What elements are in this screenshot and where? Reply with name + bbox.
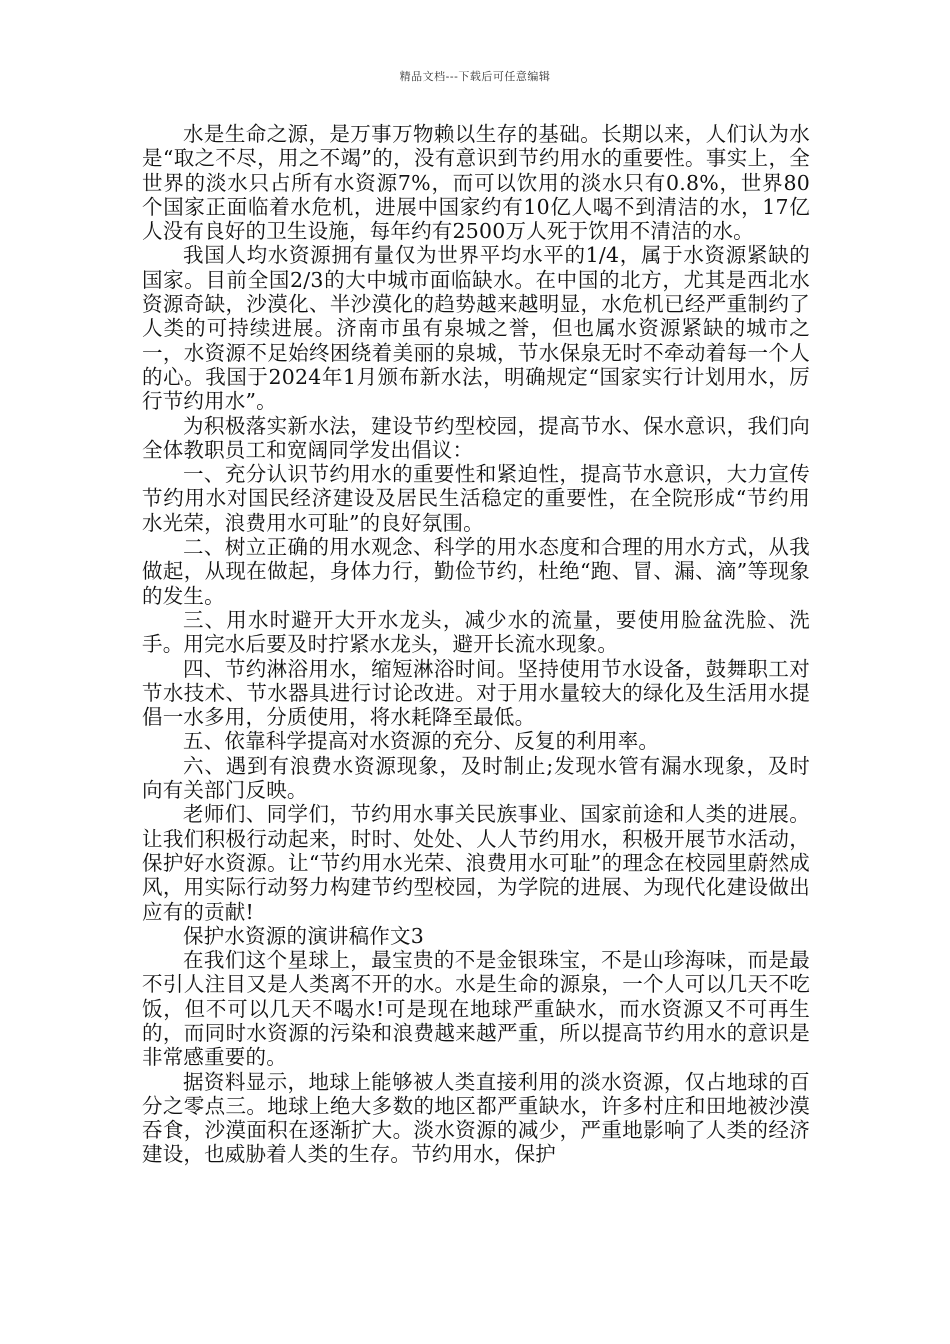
paragraph-4: 一、充分认识节约用水的重要性和紧迫性，提高节水意识，大力宣传节约用水对国民经济建设及居民生活稳定的重要性，在全院形成“节约用水光荣，浪费用水可耻”的良好氛围。: [142, 462, 810, 535]
paragraph-5: 二、树立正确的用水观念、科学的用水态度和合理的用水方式，从我做起，从现在做起，身体力行，勤俭节约，杜绝“跑、冒、漏、滴”等现象的发生。: [142, 535, 810, 608]
paragraph-1: 水是生命之源，是万事万物赖以生存的基础。长期以来，人们认为水是“取之不尽，用之不竭”的，没有意识到节约用水的重要性。事实上，全世界的淡水只占所有水资源7%，而可以饮用的淡水只有0.8%，世界80个国家正面临着水危机，进展中国家约有10亿人喝不到清洁的水，17亿人没有良好的卫生设施，每年约有2500万人死于饮用不清洁的水。: [142, 122, 810, 244]
section-title: 保护水资源的演讲稿作文3: [183, 923, 424, 948]
page-header: 精品文档---下载后可任意编辑: [399, 70, 551, 83]
paragraph-12: 据资料显示，地球上能够被人类直接利用的淡水资源，仅占地球的百分之零点三。地球上绝大多数的地区都严重缺水，许多村庄和田地被沙漠吞食，沙漠面积在逐渐扩大。淡水资源的减少，严重地影响了人类的经济建设，也威胁着人类的生存。节约用水，保护: [142, 1069, 810, 1167]
paragraph-8: 五、依靠科学提高对水资源的充分、反复的利用率。: [183, 729, 660, 754]
paragraph-2: 我国人均水资源拥有量仅为世界平均水平的1/4，属于水资源紧缺的国家。目前全国2/3的大中城市面临缺水。在中国的北方，尤其是西北水资源奇缺，沙漠化、半沙漠化的趋势越来越明显，水危机已经严重制约了人类的可持续进展。济南市虽有泉城之誉，但也属水资源紧缺的城市之一，水资源不足始终困绕着美丽的泉城，节水保泉无时不牵动着每一个人的心。我国于2024年1月颁布新水法，明确规定“国家实行计划用水，厉行节约用水”。: [142, 243, 810, 414]
paragraph-7: 四、节约淋浴用水，缩短淋浴时间。坚持使用节水设备，鼓舞职工对节水技术、节水器具进行讨论改进。对于用水量较大的绿化及生活用水提倡一水多用，分质使用，将水耗降至最低。: [142, 656, 810, 730]
document-body: [142, 122, 810, 1167]
paragraph-6: 三、用水时避开大开水龙头，减少水的流量，要使用脸盆洗脸、洗手。用完水后要及时拧紧水龙头，避开长流水现象。: [142, 607, 810, 657]
paragraph-11: 在我们这个星球上，最宝贵的不是金银珠宝，不是山珍海味，而是最不引人注目又是人类离不开的水。水是生命的源泉，一个人可以几天不吃饭，但不可以几天不喝水!可是现在地球严重缺水，而水资源又不可再生的，而同时水资源的污染和浪费越来越严重，所以提高节约用水的意识是非常感重要的。: [142, 948, 810, 1070]
paragraph-3: 为积极落实新水法，建设节约型校园，提高节水、保水意识，我们向全体教职员工和宽阔同学发出倡议：: [142, 413, 810, 462]
paragraph-10: 老师们、同学们，节约用水事关民族事业、国家前途和人类的进展。让我们积极行动起来，时时、处处、人人节约用水，积极开展节水活动，保护好水资源。让“节约用水光荣、浪费用水可耻”的理念在校园里蔚然成风，用实际行动努力构建节约型校园，为学院的进展、为现代化建设做出应有的贡献!: [142, 802, 810, 924]
paragraph-9: 六、遇到有浪费水资源现象，及时制止;发现水管有漏水现象，及时向有关部门反映。: [142, 753, 810, 803]
